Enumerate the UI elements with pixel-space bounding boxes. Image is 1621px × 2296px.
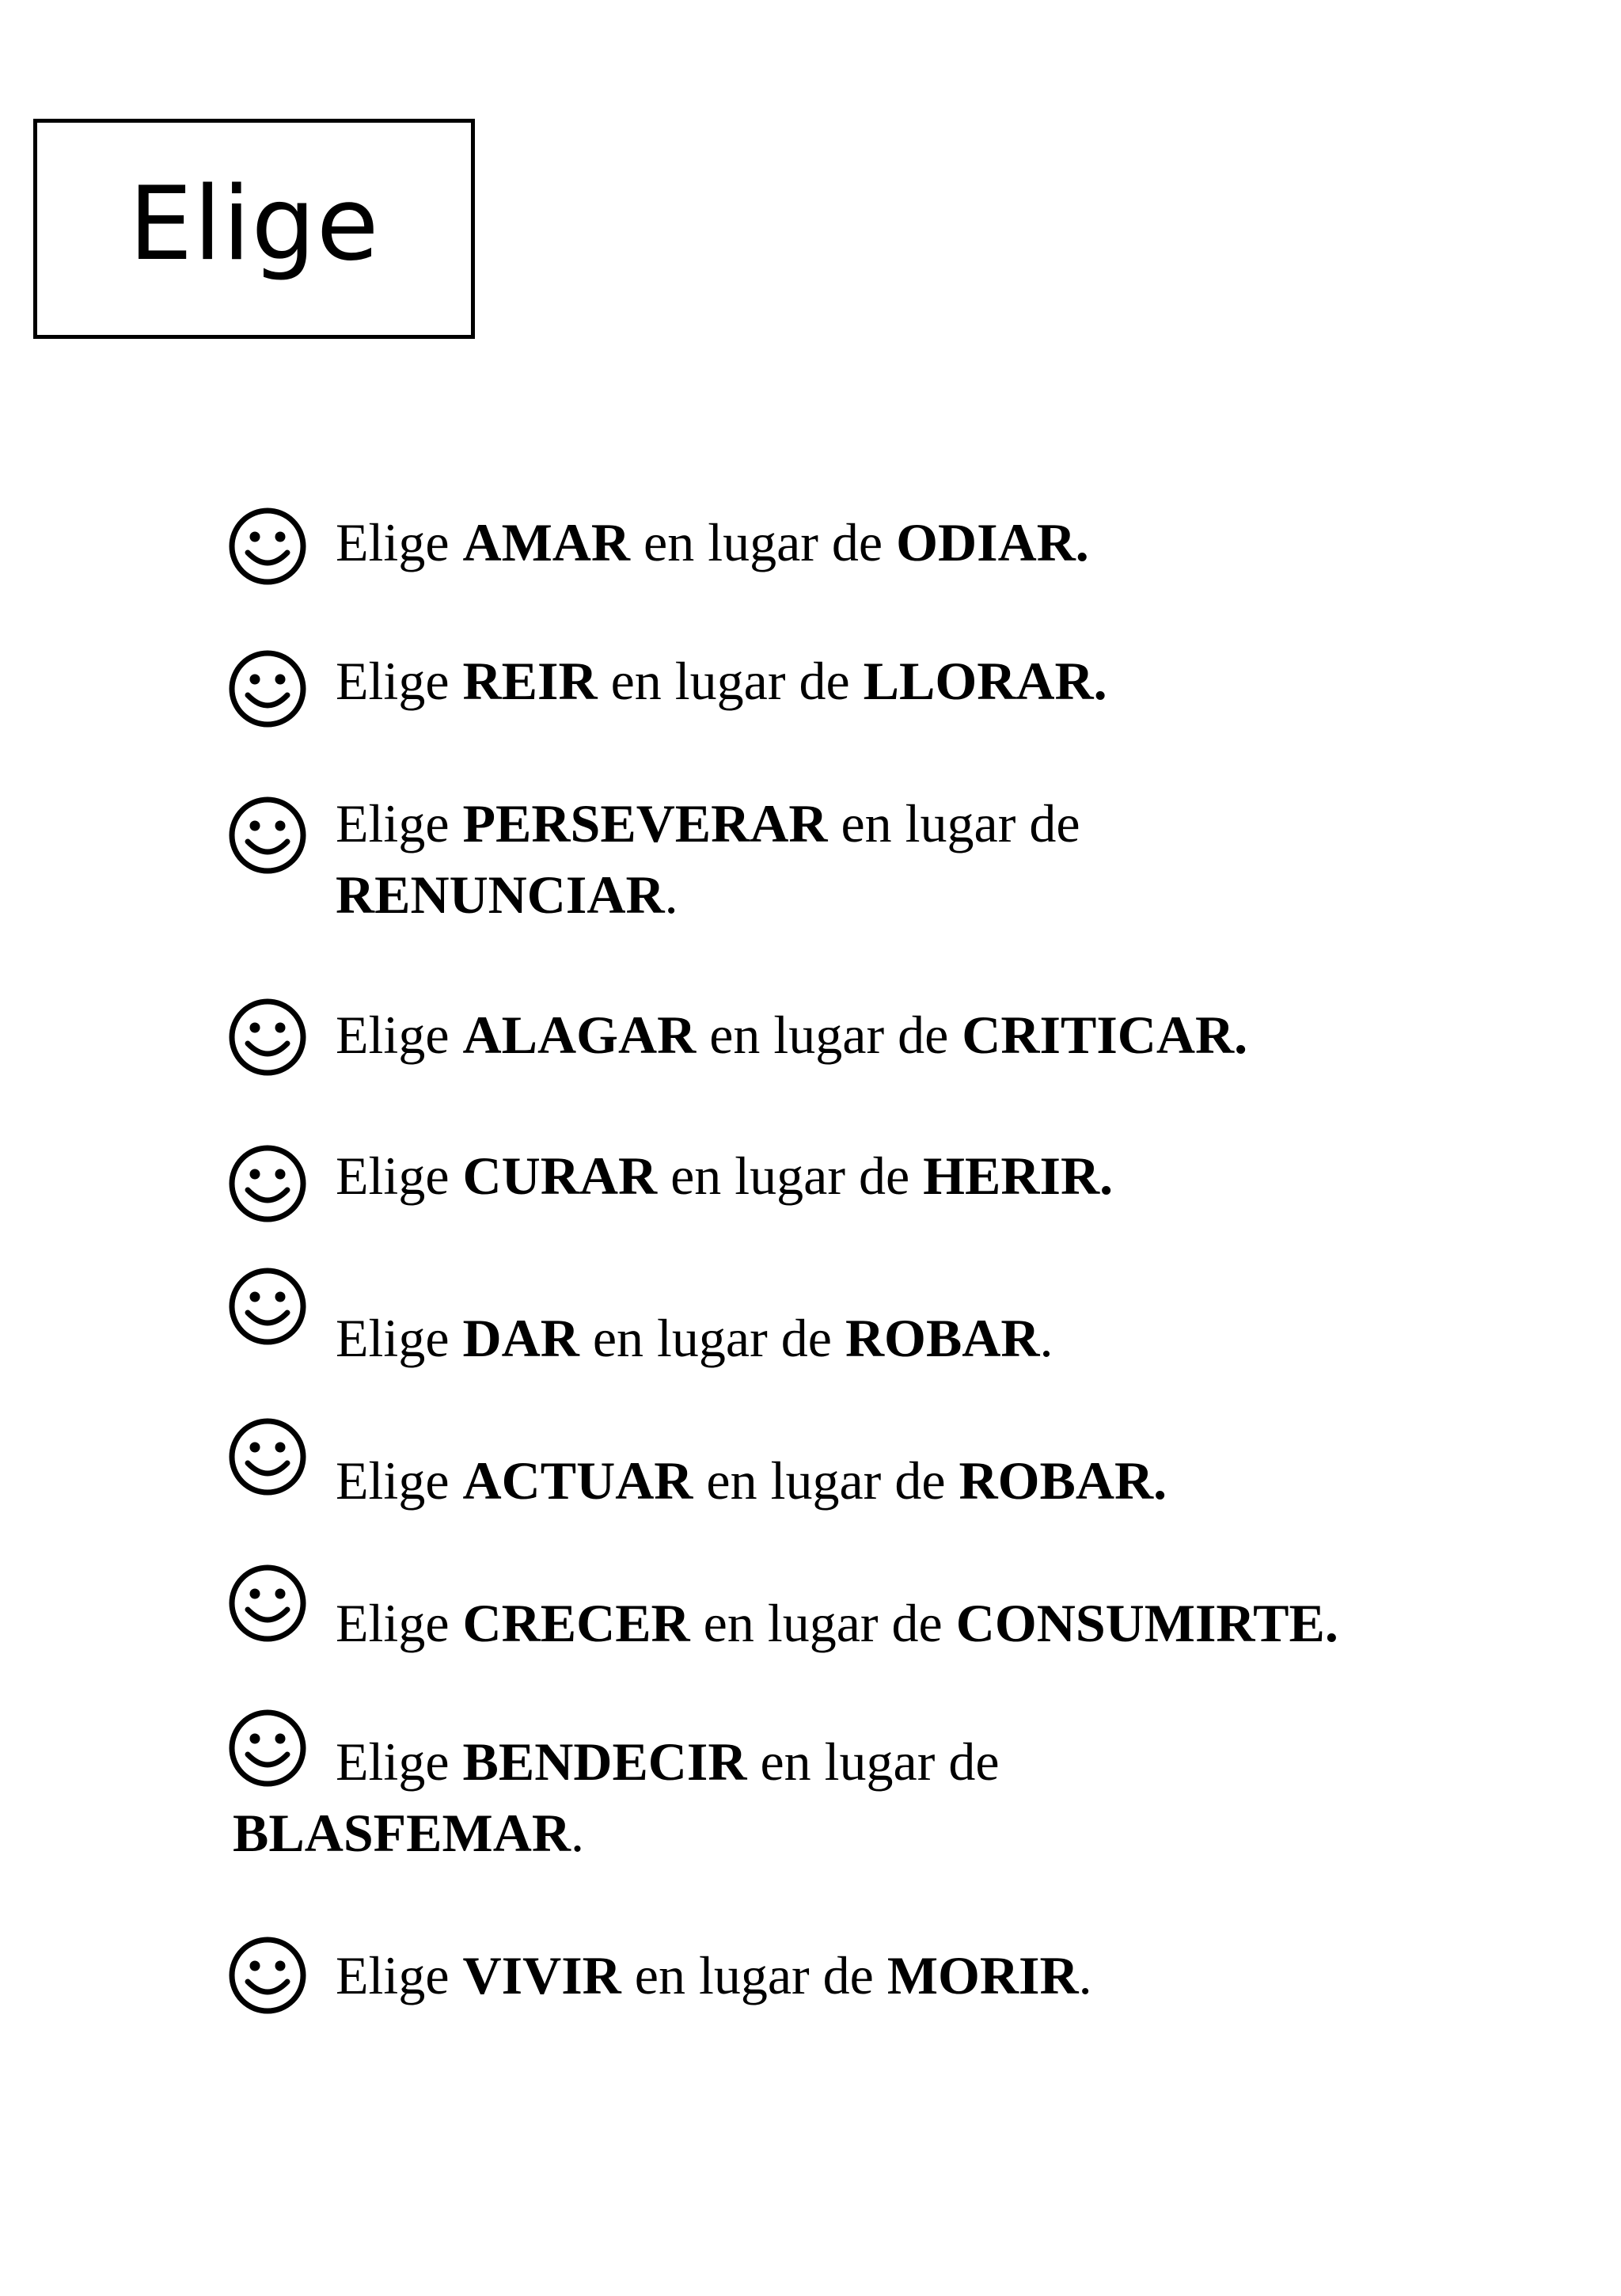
page-title: Elige	[128, 165, 380, 283]
item-text: Elige BENDECIR en lugar de	[336, 1732, 1000, 1792]
item-text-continued: RENUNCIAR.	[336, 865, 678, 925]
item-text: Elige CRECER en lugar de CONSUMIRTE.	[336, 1593, 1338, 1653]
item-text: Elige CURAR en lugar de HERIR.	[336, 1146, 1114, 1206]
smiley-face-icon	[228, 507, 307, 586]
item-text: Elige ALAGAR en lugar de CRITICAR.	[336, 1005, 1248, 1065]
smiley-face-icon	[228, 1417, 307, 1496]
smiley-face-icon	[228, 1564, 307, 1643]
smiley-face-icon	[228, 796, 307, 875]
smiley-face-icon	[228, 998, 307, 1077]
smiley-face-icon	[228, 1936, 307, 2015]
item-text: Elige AMAR en lugar de ODIAR.	[336, 512, 1089, 572]
smiley-face-icon	[228, 649, 307, 728]
item-text: Elige VIVIR en lugar de MORIR.	[336, 1945, 1092, 2005]
smiley-face-icon	[228, 1267, 307, 1346]
item-text: Elige PERSEVERAR en lugar de	[336, 793, 1080, 853]
smiley-face-icon	[228, 1709, 307, 1788]
item-text: Elige ACTUAR en lugar de ROBAR.	[336, 1450, 1167, 1511]
item-text: Elige REIR en lugar de LLORAR.	[336, 651, 1107, 711]
title-box	[33, 119, 475, 339]
item-text-continued: BLASFEMAR.	[233, 1803, 584, 1863]
item-text: Elige DAR en lugar de ROBAR.	[336, 1308, 1053, 1368]
smiley-face-icon	[228, 1144, 307, 1223]
